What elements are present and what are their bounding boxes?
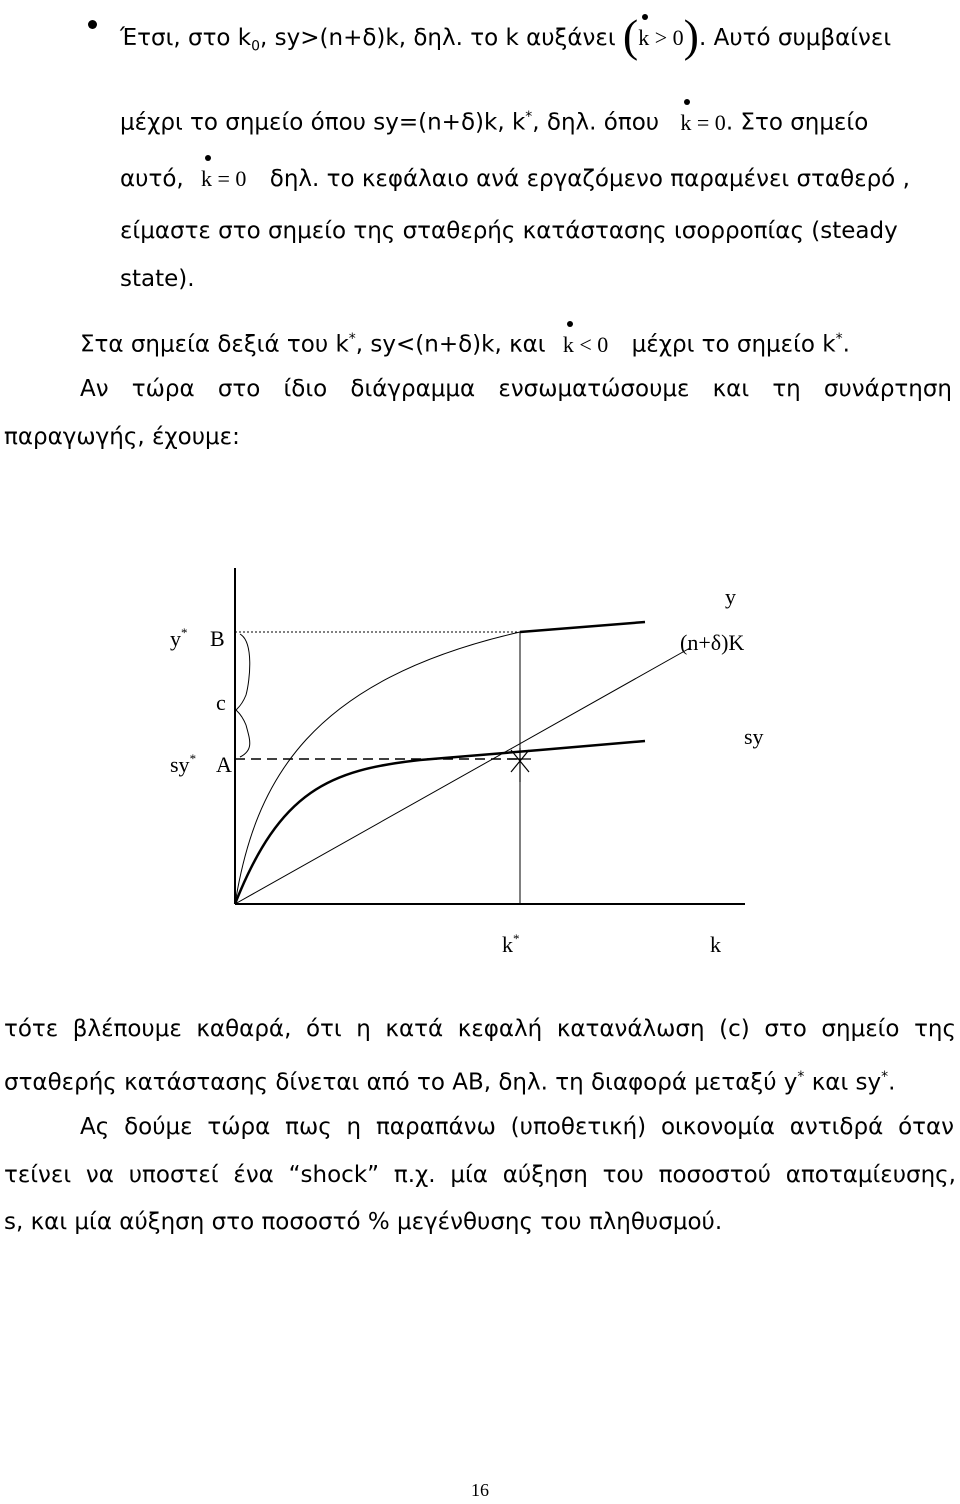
paragraph5-line2: τείνει να υποστεί ένα “shock” π.χ. μία αύξηση του ποσοστού αποταμίευσης, [4,1162,956,1188]
production-curve-tail [520,622,645,632]
text-segment: Στα σημεία δεξιά του k [80,331,349,358]
text-segment: και sy [804,1069,882,1096]
text-segment: Έτσι, στο k [120,25,252,51]
paragraph1-line3 [120,164,910,194]
depreciation-line [235,648,690,904]
label-A: A [216,752,232,777]
text-segment: , δηλ. όπου [532,109,660,136]
math-kdot-eq-zero: k = 0 [201,164,246,194]
paragraph1-line4: είμαστε στο σημείο της σταθερής κατάστασης ισορροπίας (steady [120,218,898,244]
label-ystar: y* [170,625,188,651]
consumption-brace [236,634,250,757]
paragraph3-line1: Αν τώρα στο ίδιο διάγραμμα ενσωματώσουμε και τη συνάρτηση [80,376,952,402]
paragraph2 [80,324,850,360]
text-segment: . Στο σημείο [725,109,869,136]
label-y-curve: y [725,584,736,609]
label-B: B [210,626,225,651]
text-segment: σταθερής κατάστασης δίνεται από το ΑΒ, δηλ. τη διαφορά μεταξύ y [4,1069,798,1096]
text-segment: , sy<(n+δ)k, και [355,331,546,358]
page-number: 16 [471,1480,489,1500]
label-ndk: (n+δ)K [680,630,745,655]
math-kdot-gt-zero: k > 0 [638,23,683,53]
label-k-axis: k [710,932,721,957]
text-segment: , sy>(n+δ)k, δηλ. το k αυξάνει [260,25,616,51]
label-systar: sy* [170,751,197,777]
text-segment: δηλ. το κεφάλαιο ανά εργαζόμενο παραμένει σταθερό , [269,166,910,192]
paragraph1-line1 [120,10,891,62]
label-c: c [216,690,226,715]
superscript: * [525,109,533,125]
text-segment: . [842,331,850,358]
math-kdot-lt-zero: k < 0 [563,330,608,360]
paragraph1-line2 [120,102,868,138]
superscript: * [797,1069,805,1085]
savings-curve [235,741,645,904]
paragraph4-line1: τότε βλέπουμε καθαρά, ότι η κατά κεφαλή κατανάλωση (c) στο σημείο της [4,1016,956,1042]
math-kdot-eq-zero: k = 0 [680,108,725,138]
superscript: * [348,331,356,347]
subscript: 0 [251,38,261,55]
text-segment: . [888,1069,896,1096]
left-paren: ( [622,10,639,61]
label-kstar: k* [502,931,520,957]
right-paren: ) [683,10,699,61]
superscript: * [835,331,843,347]
paragraph3-line2: παραγωγής, έχουμε: [4,424,240,450]
label-sy-curve: sy [744,724,764,749]
bullet-point [88,20,97,29]
paragraph5-line3: s, και μία αύξηση στο ποσοστό % μεγένθυσης του πληθυσμού. [4,1209,723,1235]
text-segment: μέχρι το σημείο όπου sy=(n+δ)k, k [120,109,526,136]
paragraph5-line1: Ας δούμε τώρα πως η παραπάνω (υποθετική) οικονομία αντιδρά όταν [80,1114,954,1140]
text-segment: . Αυτό συμβαίνει [699,25,892,51]
text-segment: αυτό, [120,166,184,192]
paragraph4-line2 [4,1062,895,1098]
solow-diagram [0,560,960,980]
superscript: * [881,1069,889,1085]
paragraph1-line5: state). [120,266,195,292]
text-segment: μέχρι το σημείο k [631,331,836,358]
